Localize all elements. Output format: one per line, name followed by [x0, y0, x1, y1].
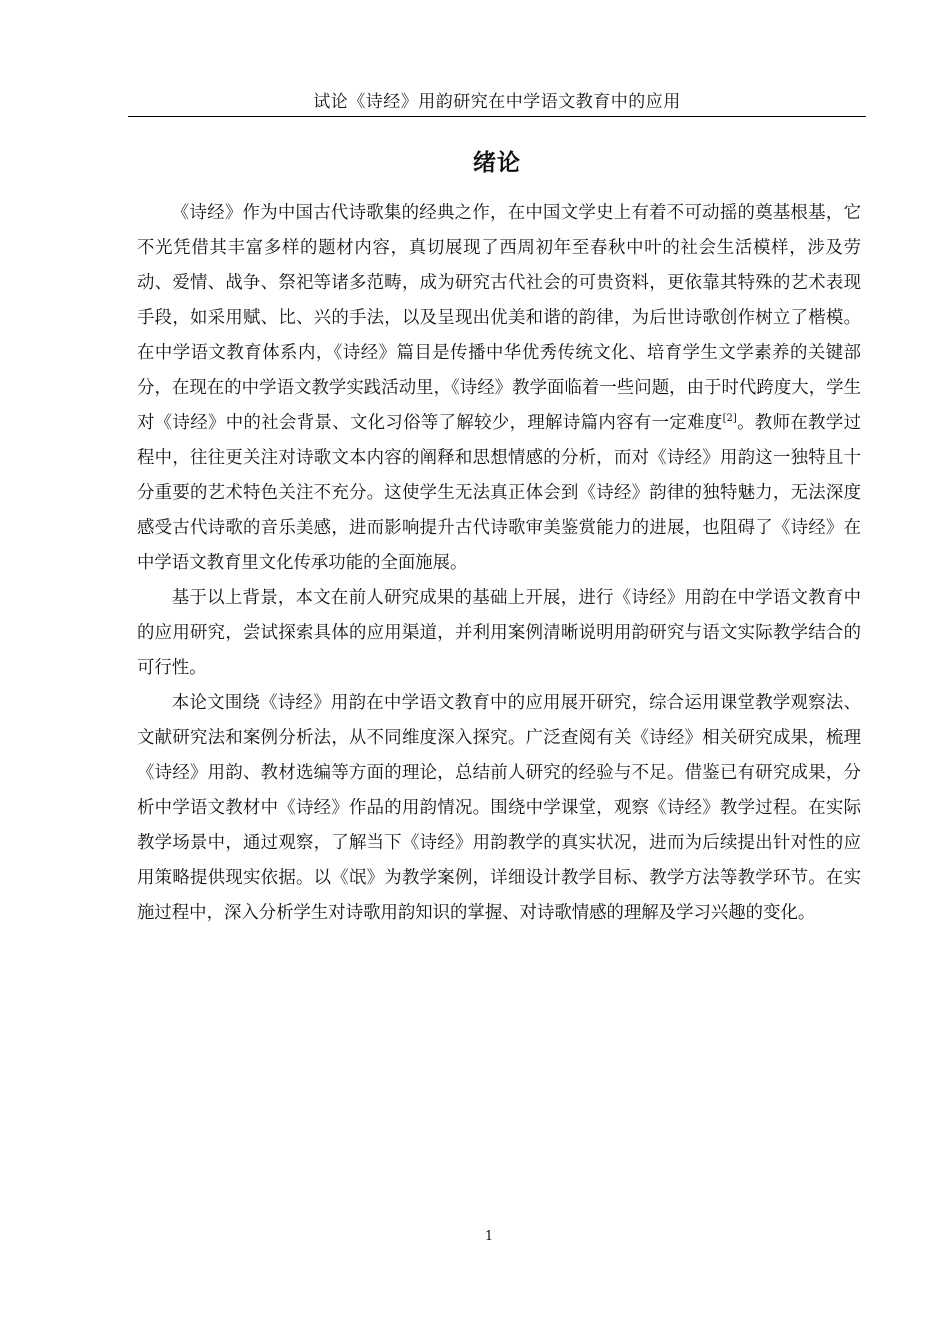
body-text: [137, 196, 861, 931]
citation-marker: [2]: [722, 413, 737, 424]
running-header-title: 试论《诗经》用韵研究在中学语文教育中的应用: [313, 92, 681, 112]
page-number: 1: [484, 1229, 494, 1244]
paragraph-1-text: 《诗经》作为中国古代诗歌集的经典之作，在中国文学史上有着不可动摇的奠基根基，它不光凭借其丰富多样的题材内容，真切展现了西周初年至春秋中叶的社会生活模样，涉及劳动、爱情、战争、祭祀等诸多范畴，成为研究古代社会的可贵资料，更依靠其特殊的艺术表现手段，如采用赋、比、兴的手法，以及呈现出优美和谐的韵律，为后世诗歌创作树立了楷模。在中学语文教育体系内，《诗经》篇目是传播中华优秀传统文化、培育学生文学素养的关键部分，在现在的中学语文教学实践活动里，《诗经》教学面临着一些问题，由于时代跨度大，学生对《诗经》中的社会背景、文化习俗等了解较少，理解诗篇内容有一定难度: [137, 203, 861, 433]
paragraph-1: [137, 196, 861, 581]
running-header: [128, 90, 866, 117]
paragraph-1-text-continued: 。教师在教学过程中，往往更关注对诗歌文本内容的阐释和思想情感的分析，而对《诗经》用韵这一独特且十分重要的艺术特色关注不充分。这使学生无法真正体会到《诗经》韵律的独特魅力，无法深度感受古代诗歌的音乐美感，进而影响提升古代诗歌审美鉴赏能力的进展，也阻碍了《诗经》在中学语文教育里文化传承功能的全面施展。: [137, 413, 861, 573]
paragraph-3: 本论文围绕《诗经》用韵在中学语文教育中的应用展开研究，综合运用课堂教学观察法、文献研究法和案例分析法，从不同维度深入探究。广泛查阅有关《诗经》相关研究成果，梳理《诗经》用韵、教材选编等方面的理论，总结前人研究的经验与不足。借鉴已有研究成果，分析中学语文教材中《诗经》作品的用韵情况。围绕中学课堂，观察《诗经》教学过程。在实际教学场景中，通过观察，了解当下《诗经》用韵教学的真实状况，进而为后续提出针对性的应用策略提供现实依据。以《氓》为教学案例，详细设计教学目标、教学方法等教学环节。在实施过程中，深入分析学生对诗歌用韵知识的掌握、对诗歌情感的理解及学习兴趣的变化。: [137, 693, 861, 923]
paragraph-2: 基于以上背景，本文在前人研究成果的基础上开展，进行《诗经》用韵在中学语文教育中的应用研究，尝试探索具体的应用渠道，并利用案例清晰说明用韵研究与语文实际教学结合的可行性。: [137, 588, 861, 678]
section-title: 绪论: [473, 150, 521, 176]
